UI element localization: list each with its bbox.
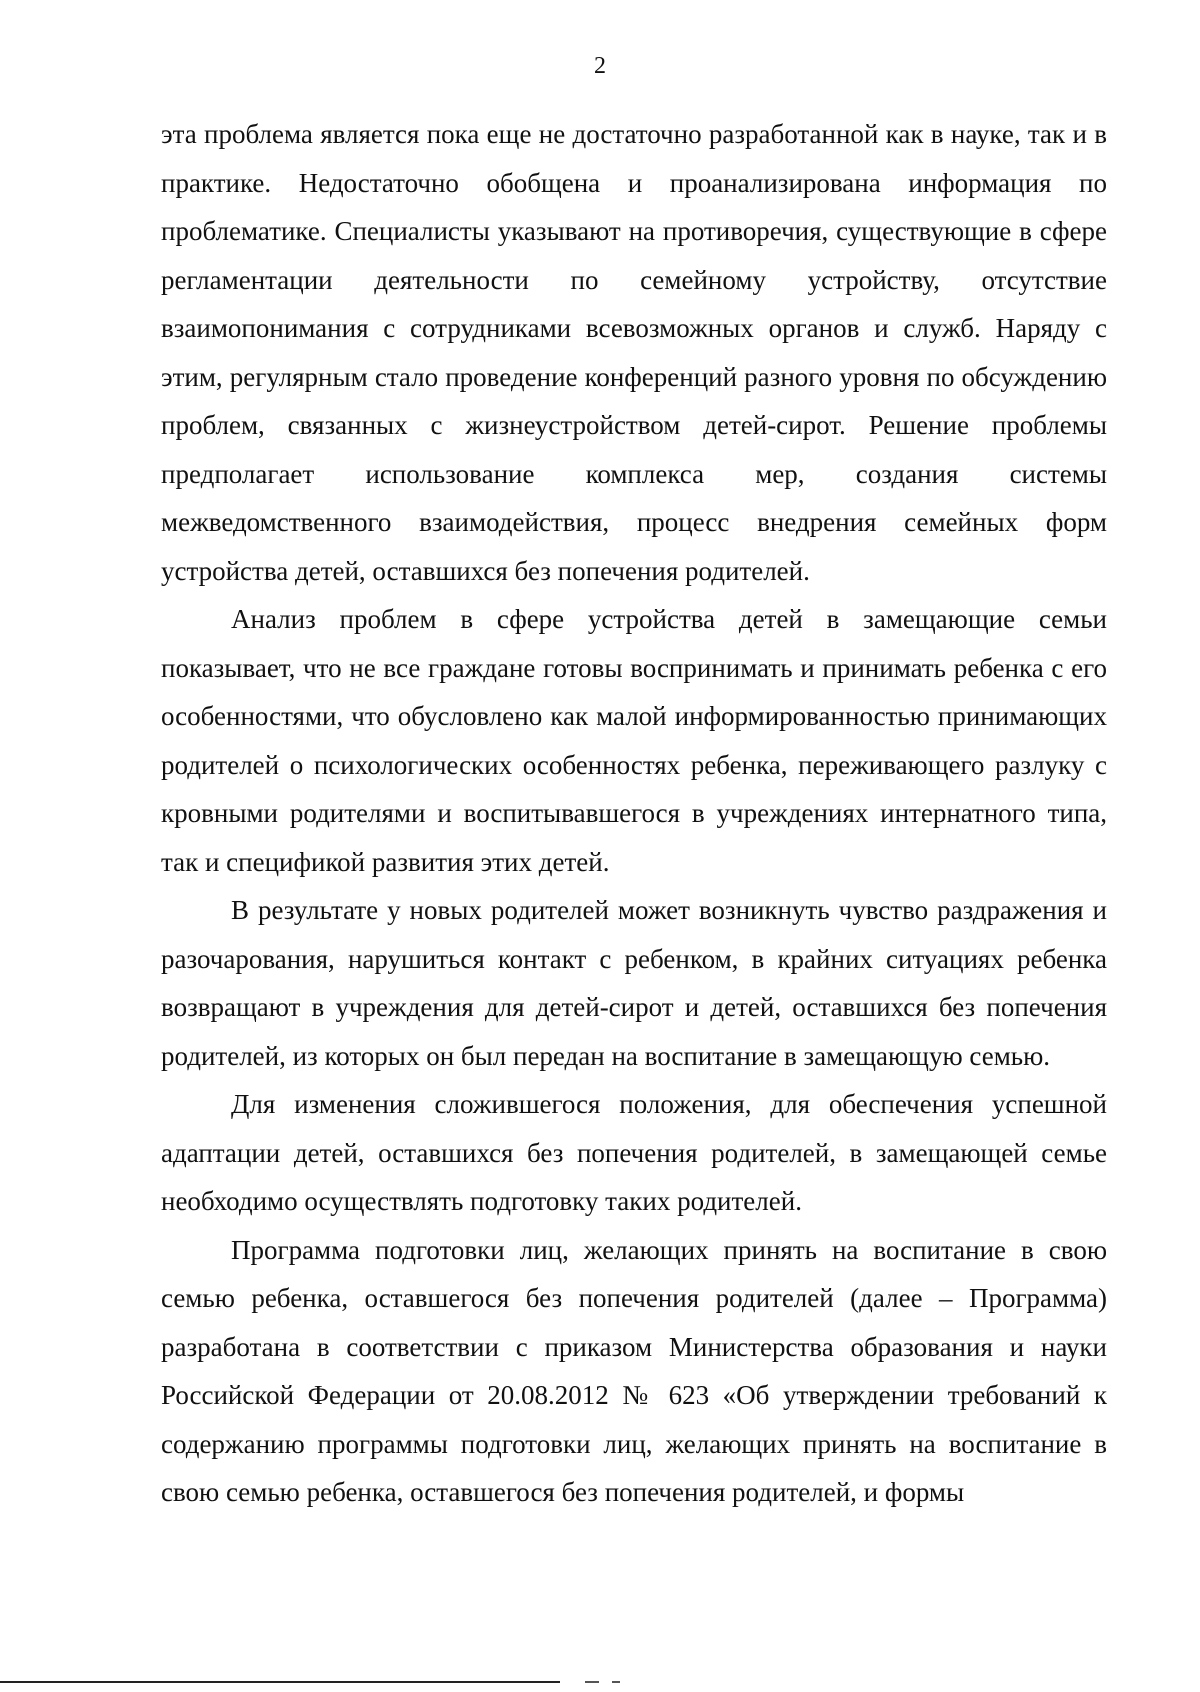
paragraph-program: Программа подготовки лиц, желающих принять на воспитание в свою семью ребенка, оставшегося без попечения родителей (далее – Программа) разработана в соответствии с приказом Министерства образования и науки Российской Федерации от 20.08.2012 № 623 «Об утверждении требований к содержанию программы подготовки лиц, желающих принять на воспитание в свою семью ребенка, оставшегося без попечения родителей, и формы bbox=[161, 1234, 1107, 1507]
document-body bbox=[161, 110, 1107, 1517]
paragraph-result: В результате у новых родителей может возникнуть чувство раздражения и разочарования, нарушиться контакт с ребенком, в крайних ситуациях ребенка возвращают в учреждения для детей-сирот и детей, оставшихся без попечения родителей, из которых он был передан на воспитание в замещающую семью. bbox=[161, 895, 1107, 1071]
page-number: 2 bbox=[594, 53, 606, 79]
footer-scan-mark bbox=[585, 1681, 599, 1683]
paragraph-analysis: Анализ проблем в сфере устройства детей в замещающие семьи показывает, что не все граждане готовы воспринимать и принимать ребенка с его особенностями, что обусловлено как малой информированностью принимающих родителей о психологических особенностях ребенка, переживающего разлуку с кровными родителями и воспитывавшегося в учреждениях интернатного типа, так и спецификой развития этих детей. bbox=[161, 604, 1107, 877]
footer-scan-line bbox=[0, 1681, 560, 1683]
footer-scan-mark bbox=[612, 1681, 620, 1683]
paragraph-preparation: Для изменения сложившегося положения, для обеспечения успешной адаптации детей, оставшихся без попечения родителей, в замещающей семье необходимо осуществлять подготовку таких родителей. bbox=[161, 1089, 1107, 1216]
paragraph-continuation: эта проблема является пока еще не достаточно разработанной как в науке, так и в практике. Недостаточно обобщена и проанализирована информация по проблематике. Специалисты указывают на противоречия, существующие в сфере регламентации деятельности по семейному устройству, отсутствие взаимопонимания с сотрудниками всевозможных органов и служб. Наряду с этим, регулярным стало проведение конференций разного уровня по обсуждению проблем, связанных с жизнеустройством детей-сирот. Решение проблемы предполагает использование комплекса мер, создания системы межведомственного взаимодействия, процесс внедрения семейных форм устройства детей, оставшихся без попечения родителей. bbox=[161, 119, 1107, 586]
